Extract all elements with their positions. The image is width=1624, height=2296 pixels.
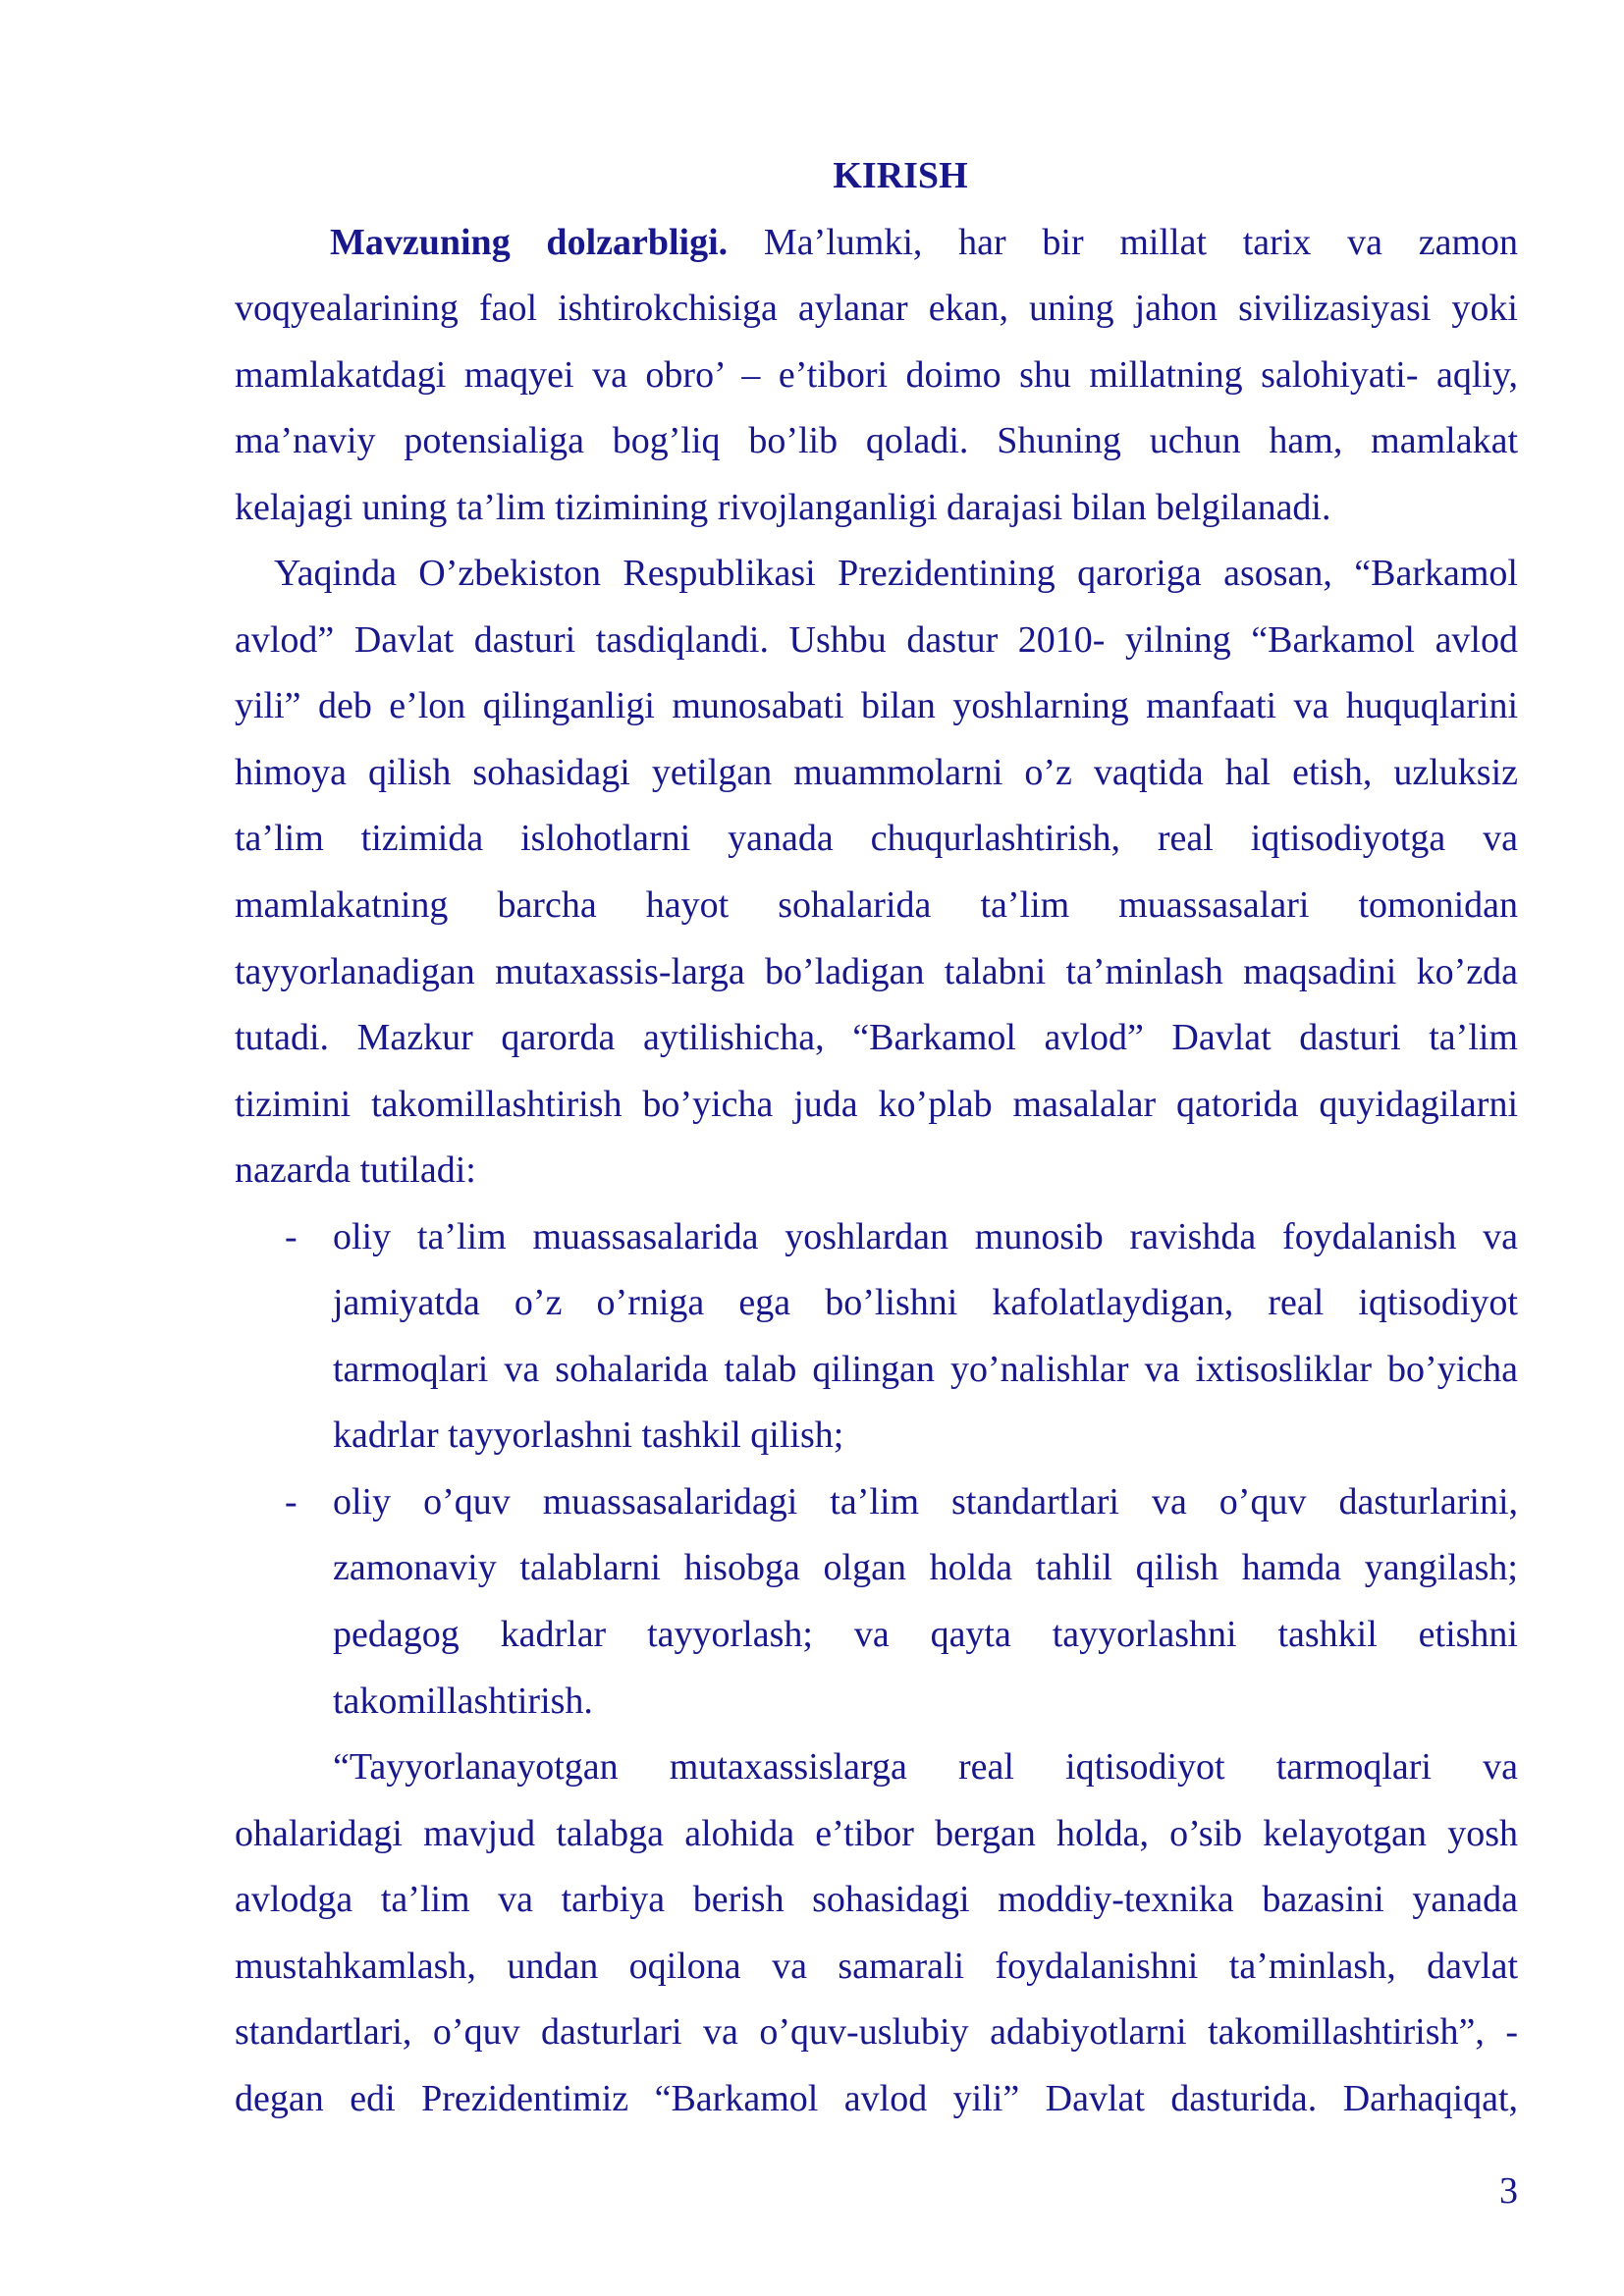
paragraph-1-line: ma’naviy potensialiga bog’liq bo’lib qoladi. Shuning uchun ham, mamlakat bbox=[235, 420, 1518, 462]
paragraph-3-line: mustahkamlash, undan oqilona va samarali foydalanishni ta’minlash, davlat bbox=[235, 1945, 1518, 1987]
section-heading: KIRISH bbox=[833, 155, 968, 196]
paragraph-2-line: ta’lim tizimida islohotlarni yanada chuqurlashtirish, real iqtisodiyotga va bbox=[235, 818, 1518, 860]
list-item-1-line: kadrlar tayyorlashni tashkil qilish; bbox=[333, 1415, 844, 1457]
list-item-2-line: takomillashtirish. bbox=[333, 1680, 593, 1722]
paragraph-1-line: voqyealarining faol ishtirokchisiga aylanar ekan, uning jahon sivilizasiyasi yoki bbox=[235, 288, 1518, 330]
list-item-2-line bbox=[235, 1469, 1518, 1536]
paragraph-3-line: “Tayyorlanayotgan mutaxassislarga real iqtisodiyot tarmoqlari va bbox=[333, 1746, 1518, 1789]
list-item-2-text: oliy o’quv muassasalaridagi ta’lim standartlari va o’quv dasturlarini, bbox=[333, 1480, 1518, 1522]
list-item-1-line: tarmoqlari va sohalarida talab qilingan yo’nalishlar va ixtisosliklar bo’yicha bbox=[333, 1348, 1518, 1390]
paragraph-2-line: Yaqinda O’zbekiston Respublikasi Prezidentining qaroriga asosan, “Barkamol bbox=[274, 553, 1518, 595]
list-item-2-line: pedagog kadrlar tayyorlash; va qayta tayyorlashni tashkil etishni bbox=[333, 1614, 1518, 1656]
paragraph-3-line: avlodga ta’lim va tarbiya berish sohasidagi moddiy-texnika bazasini yanada bbox=[235, 1879, 1518, 1921]
paragraph-2-line: nazarda tutiladi: bbox=[235, 1149, 476, 1192]
list-item-2-line: zamonaviy talablarni hisobga olgan holda tahlil qilish hamda yangilash; bbox=[333, 1547, 1518, 1589]
paragraph-2-line: tayyorlanadigan mutaxassis-larga bo’ladigan talabni ta’minlash maqsadini ko’zda bbox=[235, 950, 1518, 992]
paragraph-3-line: ohalaridagi mavjud talabga alohida e’tibor bergan holda, o’sib kelayotgan yosh bbox=[235, 1812, 1518, 1854]
page-number: 3 bbox=[1499, 2170, 1518, 2212]
paragraph-1-line bbox=[235, 210, 1518, 277]
topic-relevance-heading: Mavzuning dolzarbligi. bbox=[330, 221, 729, 263]
list-item-1-line bbox=[235, 1204, 1518, 1271]
paragraph-2-line: yili” deb e’lon qilinganligi munosabati bilan yoshlarning manfaati va huquqlarini bbox=[235, 685, 1518, 727]
paragraph-1-line: mamlakatdagi maqyei va obro’ – e’tibori doimo shu millatning salohiyati- aqliy, bbox=[235, 353, 1518, 396]
list-item-1-line: jamiyatda o’z o’rniga ega bo’lishni kafolatlaydigan, real iqtisodiyot bbox=[333, 1282, 1518, 1324]
paragraph-2-line: tizimini takomillashtirish bo’yicha juda ko’plab masalalar qatorida quyidagilarni bbox=[235, 1083, 1518, 1125]
paragraph-3-line: standartlari, o’quv dasturlari va o’quv-uslubiy adabiyotlarni takomillashtirish”, - bbox=[235, 2011, 1518, 2054]
paragraph-1-text: Ma’lumki, har bir millat tarix va zamon bbox=[763, 221, 1519, 263]
text-column bbox=[235, 143, 1518, 2132]
paragraph-2-line: mamlakatning barcha hayot sohalarida ta’lim muassasalari tomonidan bbox=[235, 884, 1518, 927]
paragraph-2-line: tutadi. Mazkur qarorda aytilishicha, “Barkamol avlod” Davlat dasturi ta’lim bbox=[235, 1017, 1518, 1059]
list-item-marker: - bbox=[285, 1215, 298, 1257]
paragraph-3-line: degan edi Prezidentimiz “Barkamol avlod yili” Davlat dasturida. Darhaqiqat, bbox=[235, 2077, 1518, 2119]
list-item-1-text: oliy ta’lim muassasalarida yoshlardan munosib ravishda foydalanish va bbox=[333, 1215, 1518, 1257]
list-item-marker: - bbox=[285, 1480, 298, 1522]
paragraph-2-line: avlod” Davlat dasturi tasdiqlandi. Ushbu dastur 2010- yilning “Barkamol avlod bbox=[235, 618, 1518, 661]
paragraph-1-line: kelajagi uning ta’lim tizimining rivojlanganligi darajasi bilan belgilanadi. bbox=[235, 486, 1331, 528]
paragraph-2-line: himoya qilish sohasidagi yetilgan muammolarni o’z vaqtida hal etish, uzluksiz bbox=[235, 751, 1518, 793]
